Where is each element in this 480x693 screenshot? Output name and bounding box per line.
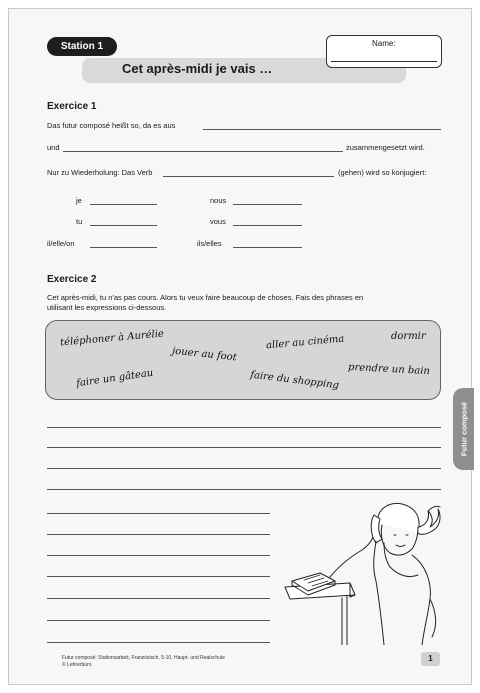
exercise1-line2-start: und: [47, 143, 60, 152]
writing-line[interactable]: [47, 642, 270, 643]
writing-line[interactable]: [47, 555, 270, 556]
girl-on-phone-icon: [280, 495, 450, 645]
pronoun-nous: nous: [210, 196, 227, 205]
pronoun-il-elle-on: il/elle/on: [47, 239, 75, 248]
expression-faire-un-gateau: faire un gâteau: [75, 367, 154, 390]
pronoun-ils-elles: ils/elles: [197, 239, 222, 248]
expression-faire-du-shopping: faire du shopping: [249, 369, 340, 392]
writing-line[interactable]: [47, 513, 270, 514]
conjugation-field[interactable]: [233, 225, 302, 226]
pronoun-vous: vous: [210, 217, 226, 226]
writing-line[interactable]: [47, 447, 441, 448]
page-number: 1: [421, 652, 440, 666]
writing-line[interactable]: [47, 576, 270, 577]
pronoun-tu: tu: [76, 217, 83, 226]
conjugation-field[interactable]: [233, 204, 302, 205]
expression-jouer-au-foot: jouer au foot: [171, 345, 238, 364]
writing-line[interactable]: [47, 489, 441, 490]
expression-telephoner: téléphoner à Aurélie: [59, 328, 165, 349]
exercise1-heading: Exercice 1: [47, 101, 97, 112]
station-badge: Station 1: [47, 37, 117, 56]
writing-line[interactable]: [47, 534, 270, 535]
chapter-tab-label: Futur composé: [459, 401, 469, 457]
writing-line[interactable]: [47, 468, 441, 469]
exercise1-line3-end: (gehen) wird so konjugiert:: [338, 168, 427, 177]
exercise1-line1: Das futur composé heißt so, da es aus: [47, 121, 176, 130]
conjugation-field[interactable]: [233, 247, 302, 248]
page-title: Cet après-midi je vais …: [122, 61, 273, 76]
exercise1-line3-start: Nur zu Wiederholung: Das Verb: [47, 168, 153, 177]
expression-aller-au-cinema: aller au cinéma: [265, 333, 345, 352]
conjugation-field[interactable]: [90, 225, 157, 226]
conjugation-field[interactable]: [90, 204, 157, 205]
exercise2-instruction-line2: utilisant les expressions ci-dessous.: [47, 303, 167, 312]
writing-line[interactable]: [47, 620, 270, 621]
footer-text: Futur composé: Stationsarbeit, Französisch, 5-10, Haupt- und Realschule: [62, 655, 225, 661]
exercise2-heading: Exercice 2: [47, 274, 97, 285]
expression-dormir: dormir: [391, 331, 426, 342]
writing-line[interactable]: [47, 427, 441, 428]
conjugation-field[interactable]: [90, 247, 157, 248]
exercise1-line2-end: zusammengesetzt wird.: [346, 143, 425, 152]
expression-prendre-un-bain: prendre un bain: [347, 361, 431, 378]
exercise2-instruction-line1: Cet après-midi, tu n'as pas cours. Alors tu veux faire beaucoup de choses. Fais des phrases en: [47, 293, 364, 302]
writing-line[interactable]: [47, 598, 270, 599]
pronoun-je: je: [76, 196, 82, 205]
name-label: Name:: [372, 39, 396, 48]
footer-copyright: © Lehrerbüro: [62, 662, 92, 668]
blank-line[interactable]: [163, 176, 334, 177]
name-field[interactable]: [331, 61, 437, 62]
blank-line[interactable]: [203, 129, 441, 130]
blank-line[interactable]: [63, 151, 343, 152]
expression-box: [45, 320, 441, 400]
